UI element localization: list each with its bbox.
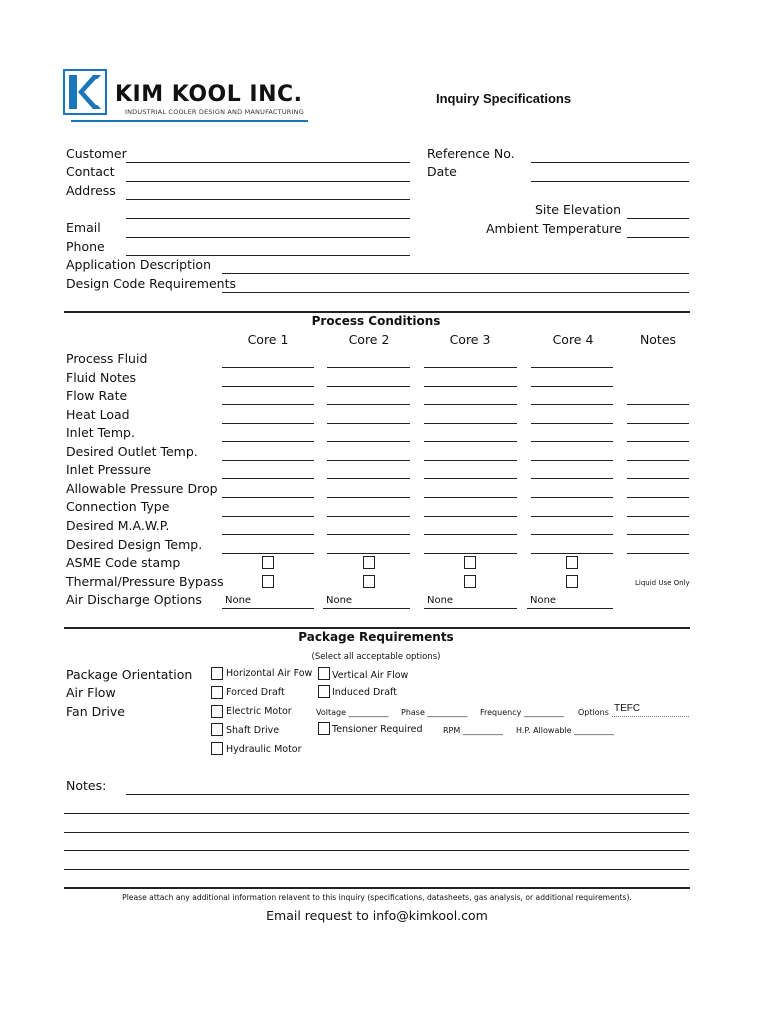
design-code-field[interactable] xyxy=(222,292,689,293)
bypass-checkbox-core-3[interactable] xyxy=(464,575,476,588)
air-discharge-core-4[interactable]: None xyxy=(530,595,557,606)
liquid-use-only-note: Liquid Use Only xyxy=(635,579,690,587)
desired-design-temp-core-1-field[interactable] xyxy=(222,553,314,554)
date-label: Date xyxy=(427,164,457,179)
col-core-1: Core 1 xyxy=(247,332,289,347)
process-fluid-core-2-field[interactable] xyxy=(327,367,410,368)
package-requirements-title: Package Requirements xyxy=(298,630,454,644)
row-heat-load: Heat Load xyxy=(66,407,130,422)
inlet-temp-core-4-field[interactable] xyxy=(531,441,613,442)
process-conditions-title: Process Conditions xyxy=(311,314,441,328)
heat-load-core-1-field[interactable] xyxy=(222,423,314,424)
flow-rate-notes-field[interactable] xyxy=(627,404,689,405)
address-field-2[interactable] xyxy=(126,218,410,219)
hp-allowable-field[interactable]: H.P. Allowable __________ xyxy=(516,726,615,735)
electric-motor-label: Electric Motor xyxy=(226,706,292,717)
air-discharge-line-4 xyxy=(527,608,613,609)
package-section-divider xyxy=(64,627,690,629)
fluid-notes-core-2-field[interactable] xyxy=(327,386,410,387)
heat-load-core-4-field[interactable] xyxy=(531,423,613,424)
phase-field[interactable]: Phase __________ xyxy=(401,708,468,717)
desired-outlet-temp-core-2-field[interactable] xyxy=(327,460,410,461)
horizontal-air-flow-checkbox[interactable] xyxy=(211,667,223,680)
forced-draft-checkbox[interactable] xyxy=(211,686,223,699)
phone-field[interactable] xyxy=(126,255,410,256)
rpm-field[interactable]: RPM __________ xyxy=(443,726,503,735)
reference-no-label: Reference No. xyxy=(427,146,515,161)
air-discharge-line-2 xyxy=(323,608,410,609)
options-field[interactable]: TEFC xyxy=(614,703,641,714)
notes-line-3[interactable] xyxy=(64,832,689,833)
desired-design-temp-core-4-field[interactable] xyxy=(531,553,613,554)
email-field[interactable] xyxy=(126,237,410,238)
col-core-4: Core 4 xyxy=(552,332,594,347)
inlet-pressure-core-2-field[interactable] xyxy=(327,478,410,479)
process-section-divider xyxy=(64,311,690,313)
logo-underline xyxy=(71,120,308,122)
heat-load-core-2-field[interactable] xyxy=(327,423,410,424)
desired-design-temp-core-2-field[interactable] xyxy=(327,553,410,554)
process-fluid-core-4-field[interactable] xyxy=(531,367,613,368)
desired-design-temp-notes-field[interactable] xyxy=(627,553,689,554)
air-discharge-core-3[interactable]: None xyxy=(427,595,454,606)
allowable-pressure-drop-core-3-field[interactable] xyxy=(424,497,517,498)
allowable-pressure-drop-core-1-field[interactable] xyxy=(222,497,314,498)
notes-line-2[interactable] xyxy=(64,813,689,814)
date-field[interactable] xyxy=(531,181,689,182)
forced-draft-label: Forced Draft xyxy=(226,687,285,698)
allowable-pressure-drop-notes-field[interactable] xyxy=(627,497,689,498)
email-label: Email xyxy=(66,220,101,235)
hydraulic-motor-checkbox[interactable] xyxy=(211,742,223,755)
inlet-pressure-core-1-field[interactable] xyxy=(222,478,314,479)
desired-outlet-temp-notes-field[interactable] xyxy=(627,460,689,461)
vertical-air-flow-label: Vertical Air Flow xyxy=(332,670,409,681)
application-description-label: Application Description xyxy=(66,257,212,272)
desired-m-a-w-p-core-1-field[interactable] xyxy=(222,534,314,535)
bypass-checkbox-core-1[interactable] xyxy=(262,575,274,588)
voltage-field[interactable]: Voltage __________ xyxy=(316,708,389,717)
inlet-temp-core-1-field[interactable] xyxy=(222,441,314,442)
options-label: Options xyxy=(578,708,609,717)
notes-label: Notes: xyxy=(66,778,107,793)
heat-load-core-3-field[interactable] xyxy=(424,423,517,424)
flow-rate-core-1-field[interactable] xyxy=(222,404,314,405)
inlet-temp-core-2-field[interactable] xyxy=(327,441,410,442)
desired-outlet-temp-core-1-field[interactable] xyxy=(222,460,314,461)
desired-m-a-w-p-core-4-field[interactable] xyxy=(531,534,613,535)
shaft-drive-label: Shaft Drive xyxy=(226,725,280,736)
company-name: KIM KOOL INC. xyxy=(115,82,303,107)
air-discharge-line-1 xyxy=(222,608,314,609)
air-discharge-line-3 xyxy=(424,608,517,609)
inlet-pressure-notes-field[interactable] xyxy=(627,478,689,479)
logo-k-mark xyxy=(63,69,107,115)
tensioner-required-checkbox[interactable] xyxy=(318,722,330,735)
row-desired-outlet-temp: Desired Outlet Temp. xyxy=(66,444,198,459)
row-inlet-temp: Inlet Temp. xyxy=(66,425,135,440)
flow-rate-core-3-field[interactable] xyxy=(424,404,517,405)
desired-outlet-temp-core-4-field[interactable] xyxy=(531,460,613,461)
asme-checkbox-core-1[interactable] xyxy=(262,556,274,569)
address-label: Address xyxy=(66,183,116,198)
process-fluid-core-3-field[interactable] xyxy=(424,367,517,368)
row-flow-rate: Flow Rate xyxy=(66,388,128,403)
site-elevation-field[interactable] xyxy=(627,218,689,219)
flow-rate-core-4-field[interactable] xyxy=(531,404,613,405)
row-desired-design-temp: Desired Design Temp. xyxy=(66,537,203,552)
col-core-2: Core 2 xyxy=(348,332,390,347)
application-description-field[interactable] xyxy=(222,273,689,274)
desired-m-a-w-p-core-3-field[interactable] xyxy=(424,534,517,535)
connection-type-core-1-field[interactable] xyxy=(222,516,314,517)
electric-motor-checkbox[interactable] xyxy=(211,705,223,718)
ambient-temperature-field[interactable] xyxy=(627,237,689,238)
notes-line-4[interactable] xyxy=(64,850,689,851)
row-allowable-pressure-drop: Allowable Pressure Drop xyxy=(66,481,218,496)
design-code-label: Design Code Requirements xyxy=(66,276,237,291)
horizontal-air-flow-label: Horizontal Air Fow xyxy=(226,668,313,679)
customer-label: Customer xyxy=(66,146,127,161)
allowable-pressure-drop-core-2-field[interactable] xyxy=(327,497,410,498)
row-inlet-pressure: Inlet Pressure xyxy=(66,462,152,477)
allowable-pressure-drop-core-4-field[interactable] xyxy=(531,497,613,498)
desired-outlet-temp-core-3-field[interactable] xyxy=(424,460,517,461)
form-title: Inquiry Specifications xyxy=(436,91,572,106)
notes-line-1[interactable] xyxy=(126,794,689,795)
fluid-notes-core-1-field[interactable] xyxy=(222,386,314,387)
phone-label: Phone xyxy=(66,239,105,254)
shaft-drive-checkbox[interactable] xyxy=(211,723,223,736)
fluid-notes-core-4-field[interactable] xyxy=(531,386,613,387)
heat-load-notes-field[interactable] xyxy=(627,423,689,424)
air-discharge-core-1[interactable]: None xyxy=(225,595,252,606)
asme-checkbox-core-3[interactable] xyxy=(464,556,476,569)
row-desired-mawp: Desired M.A.W.P. xyxy=(66,518,170,533)
inlet-temp-core-3-field[interactable] xyxy=(424,441,517,442)
asme-checkbox-core-4[interactable] xyxy=(566,556,578,569)
bypass-checkbox-core-2[interactable] xyxy=(363,575,375,588)
contact-label: Contact xyxy=(66,164,115,179)
notes-line-5[interactable] xyxy=(64,869,689,870)
package-orientation-label: Package Orientation xyxy=(66,667,193,682)
col-core-3: Core 3 xyxy=(449,332,491,347)
fluid-notes-core-3-field[interactable] xyxy=(424,386,517,387)
air-flow-label: Air Flow xyxy=(66,685,116,700)
hydraulic-motor-label: Hydraulic Motor xyxy=(226,744,302,755)
address-field-1[interactable] xyxy=(126,199,410,200)
row-thermal-pressure-bypass: Thermal/Pressure Bypass xyxy=(66,574,224,589)
bypass-checkbox-core-4[interactable] xyxy=(566,575,578,588)
footer-divider xyxy=(64,887,690,889)
row-air-discharge-options: Air Discharge Options xyxy=(66,592,202,607)
row-process-fluid: Process Fluid xyxy=(66,351,148,366)
desired-m-a-w-p-core-2-field[interactable] xyxy=(327,534,410,535)
induced-draft-label: Induced Draft xyxy=(332,687,397,698)
col-notes: Notes xyxy=(639,332,677,347)
inlet-pressure-core-3-field[interactable] xyxy=(424,478,517,479)
options-line xyxy=(612,716,689,717)
company-logo xyxy=(63,69,308,123)
induced-draft-checkbox[interactable] xyxy=(318,685,330,698)
air-discharge-core-2[interactable]: None xyxy=(326,595,353,606)
flow-rate-core-2-field[interactable] xyxy=(327,404,410,405)
row-fluid-notes: Fluid Notes xyxy=(66,370,137,385)
connection-type-notes-field[interactable] xyxy=(627,516,689,517)
asme-checkbox-core-2[interactable] xyxy=(363,556,375,569)
attach-instructions: Please attach any additional information relavent to this inquiry (specifications, datasheets, gas analysis, or additional requirements). xyxy=(122,893,632,902)
connection-type-core-3-field[interactable] xyxy=(424,516,517,517)
fan-drive-label: Fan Drive xyxy=(66,704,125,719)
package-requirements-subtitle: (Select all acceptable options) xyxy=(311,652,441,662)
site-elevation-label: Site Elevation xyxy=(535,202,622,217)
connection-type-core-4-field[interactable] xyxy=(531,516,613,517)
vertical-air-flow-checkbox[interactable] xyxy=(318,667,330,680)
ambient-temperature-label: Ambient Temperature xyxy=(486,221,622,236)
email-request[interactable]: Email request to info@kimkool.com xyxy=(266,908,488,923)
inlet-temp-notes-field[interactable] xyxy=(627,441,689,442)
process-fluid-core-1-field[interactable] xyxy=(222,367,314,368)
desired-design-temp-core-3-field[interactable] xyxy=(424,553,517,554)
row-connection-type: Connection Type xyxy=(66,499,170,514)
frequency-field[interactable]: Frequency __________ xyxy=(480,708,564,717)
tensioner-required-label: Tensioner Required xyxy=(332,724,423,735)
connection-type-core-2-field[interactable] xyxy=(327,516,410,517)
desired-m-a-w-p-notes-field[interactable] xyxy=(627,534,689,535)
inlet-pressure-core-4-field[interactable] xyxy=(531,478,613,479)
customer-field[interactable] xyxy=(126,162,410,163)
company-tagline: INDUSTRIAL COOLER DESIGN AND MANUFACTURING xyxy=(125,108,304,116)
row-asme-code-stamp: ASME Code stamp xyxy=(66,555,181,570)
reference-no-field[interactable] xyxy=(531,162,689,163)
contact-field[interactable] xyxy=(126,181,410,182)
